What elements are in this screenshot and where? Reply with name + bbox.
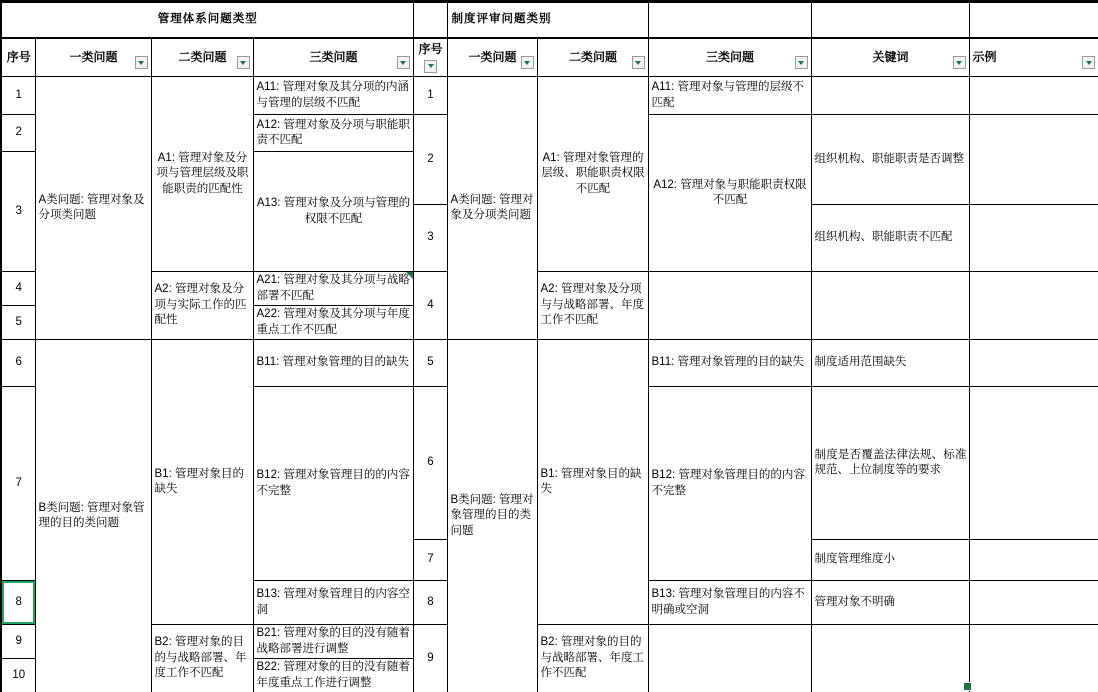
header-rv-cat1[interactable] [447, 38, 537, 77]
cell-ms-seq-6[interactable]: 6 [1, 340, 35, 387]
cell-rv-cat3-b2-empty[interactable] [648, 625, 811, 692]
cell-ms-seq-5[interactable]: 5 [1, 306, 35, 340]
left-table-title[interactable]: 管理体系问题类型 [1, 2, 413, 38]
cell-ms-cat2-a2[interactable]: A2: 管理对象及分项与实际工作的匹配性 [151, 272, 253, 340]
cell-rv-keyword-9[interactable] [811, 625, 969, 692]
header-rv-keyword[interactable] [811, 38, 969, 77]
cell-rv-cat2-b1[interactable]: B1: 管理对象目的缺失 [537, 340, 648, 625]
cell-ms-seq-7[interactable]: 7 [1, 387, 35, 581]
cell-ms-cat3-b11[interactable]: B11: 管理对象管理的目的缺失 [253, 340, 413, 387]
cell-rv-keyword-7[interactable]: 制度管理维度小 [811, 540, 969, 581]
filter-button[interactable] [135, 56, 148, 69]
cell-ms-cat3-b12[interactable]: B12: 管理对象管理目的的内容不完整 [253, 387, 413, 581]
header-rv-cat2-label: 二类问题 [568, 49, 617, 64]
cell-ms-seq-8-selected[interactable]: 8 [1, 581, 35, 625]
cell-ms-cat3-a21[interactable] [253, 272, 413, 306]
filter-button[interactable] [424, 60, 437, 73]
cell-rv-seq-9[interactable]: 9 [413, 625, 447, 692]
filter-button[interactable] [632, 56, 645, 69]
cell-ms-cat2-b1[interactable]: B1: 管理对象目的缺失 [151, 340, 253, 625]
filter-arrow-icon [240, 61, 246, 65]
header-rv-cat3-label: 三类问题 [705, 49, 754, 64]
cell-rv-keyword-8[interactable]: 管理对象不明确 [811, 581, 969, 625]
cell-ms-seq-3[interactable]: 3 [1, 152, 35, 272]
selection-fill-handle[interactable] [963, 682, 972, 691]
cell-rv-seq-4[interactable]: 4 [413, 272, 447, 340]
title-empty-cat3[interactable] [648, 2, 811, 38]
cell-rv-cat1-b[interactable]: B类问题: 管理对象管理的目的类问题 [447, 340, 537, 692]
cell-rv-example-6[interactable] [969, 387, 1098, 540]
cell-rv-cat3-a11[interactable]: A11: 管理对象与管理的层级不匹配 [648, 77, 811, 115]
cell-rv-cat2-b2[interactable]: B2: 管理对象的目的与战略部署、年度工作不匹配 [537, 625, 648, 692]
cell-rv-seq-8[interactable]: 8 [413, 581, 447, 625]
cell-rv-example-3[interactable] [969, 205, 1098, 272]
cell-ms-seq-10[interactable]: 10 [1, 659, 35, 692]
cell-rv-example-1[interactable] [969, 77, 1098, 115]
header-ms-cat3[interactable] [253, 38, 413, 77]
filter-arrow-icon [1086, 61, 1092, 65]
cell-rv-seq-2[interactable]: 2 [413, 115, 447, 205]
cell-ms-cat3-a22[interactable]: A22: 管理对象及其分项与年度重点工作不匹配 [253, 306, 413, 340]
cell-rv-seq-3[interactable]: 3 [413, 205, 447, 272]
header-ms-cat2[interactable] [151, 38, 253, 77]
header-rv-cat3[interactable] [648, 38, 811, 77]
cell-rv-cat3-a2-empty[interactable] [648, 272, 811, 340]
cell-ms-cat3-a13[interactable]: A13: 管理对象及分项与管理的权限不匹配 [253, 152, 413, 272]
filter-arrow-icon [524, 61, 530, 65]
cell-rv-keyword-2[interactable]: 组织机构、职能职责是否调整 [811, 115, 969, 205]
title-empty-keyword[interactable] [811, 2, 969, 38]
filter-arrow-icon [956, 61, 962, 65]
cell-rv-keyword-4[interactable] [811, 272, 969, 340]
cell-rv-cat2-a1[interactable]: A1: 管理对象管理的层级、职能职责权限不匹配 [537, 77, 648, 272]
cell-rv-seq-7[interactable]: 7 [413, 540, 447, 581]
cell-rv-cat1-a[interactable]: A类问题: 管理对象及分项类问题 [447, 77, 537, 340]
cell-ms-cat2-a1[interactable]: A1: 管理对象及分项与管理层级及职能职责的匹配性 [151, 77, 253, 272]
cell-rv-seq-6[interactable]: 6 [413, 387, 447, 540]
header-rv-seq[interactable] [413, 38, 447, 77]
cell-rv-keyword-5[interactable]: 制度适用范围缺失 [811, 340, 969, 387]
cell-flag-icon [406, 272, 413, 279]
cell-rv-example-7[interactable] [969, 540, 1098, 581]
title-spacer-cell[interactable] [413, 2, 447, 38]
cell-rv-example-5[interactable] [969, 340, 1098, 387]
header-rv-cat2[interactable] [537, 38, 648, 77]
header-ms-cat3-label: 三类问题 [309, 49, 358, 64]
cell-ms-cat3-b22[interactable]: B22: 管理对象的目的没有随着年度重点工作进行调整 [253, 659, 413, 692]
cell-rv-example-2[interactable] [969, 115, 1098, 205]
cell-rv-example-4[interactable] [969, 272, 1098, 340]
header-ms-cat1-label: 一类问题 [69, 49, 118, 64]
header-rv-example-label: 示例 [972, 49, 997, 64]
header-rv-example[interactable] [969, 38, 1098, 77]
filter-arrow-icon [400, 61, 406, 65]
filter-button[interactable] [397, 56, 410, 69]
filter-button[interactable] [237, 56, 250, 69]
cell-rv-cat3-b12[interactable]: B12: 管理对象管理目的的内容不完整 [648, 387, 811, 581]
cell-ms-cat3-a12[interactable]: A12: 管理对象及分项与职能职责不匹配 [253, 115, 413, 152]
header-ms-cat2-label: 二类问题 [178, 49, 227, 64]
cell-rv-keyword-3[interactable]: 组织机构、职能职责不匹配 [811, 205, 969, 272]
cell-rv-cat3-b11[interactable]: B11: 管理对象管理的目的缺失 [648, 340, 811, 387]
cell-ms-seq-1[interactable]: 1 [1, 77, 35, 115]
title-empty-example[interactable] [969, 2, 1098, 38]
filter-button[interactable] [1082, 56, 1095, 69]
cell-rv-seq-1[interactable]: 1 [413, 77, 447, 115]
header-rv-keyword-label: 关键词 [872, 49, 909, 64]
cell-ms-cat3-b13[interactable]: B13: 管理对象管理目的内容空洞 [253, 581, 413, 625]
header-ms-seq[interactable]: 序号 [1, 38, 35, 77]
cell-rv-cat3-b13[interactable]: B13: 管理对象管理目的内容不明确或空洞 [648, 581, 811, 625]
right-table-title[interactable]: 制度评审问题类别 [447, 2, 648, 38]
filter-arrow-icon [428, 64, 434, 68]
header-rv-seq-label: 序号 [418, 42, 443, 56]
cell-ms-cat2-b2[interactable]: B2: 管理对象的目的与战略部署、年度工作不匹配 [151, 625, 253, 692]
header-ms-cat1[interactable] [35, 38, 151, 77]
cell-rv-cat3-a12[interactable]: A12: 管理对象与职能职责权限不匹配 [648, 115, 811, 272]
cell-ms-cat3-a11[interactable]: A11: 管理对象及其分项的内涵与管理的层级不匹配 [253, 77, 413, 115]
filter-arrow-icon [635, 61, 641, 65]
cell-ms-cat3-a21-text: A21: 管理对象及其分项与战略部署不匹配 [256, 274, 410, 302]
filter-button[interactable] [795, 56, 808, 69]
header-rv-cat1-label: 一类问题 [468, 49, 517, 64]
filter-arrow-icon [138, 61, 144, 65]
cell-rv-example-9[interactable] [969, 625, 1098, 692]
cell-ms-seq-2[interactable]: 2 [1, 115, 35, 152]
cell-rv-cat2-a2[interactable]: A2: 管理对象及分项与与战略部署、年度工作不匹配 [537, 272, 648, 340]
filter-button[interactable] [953, 56, 966, 69]
cell-ms-seq-9[interactable]: 9 [1, 625, 35, 659]
cell-ms-seq-4[interactable]: 4 [1, 272, 35, 306]
cell-rv-keyword-1[interactable] [811, 77, 969, 115]
cell-rv-keyword-6[interactable]: 制度是否覆盖法律法规、标准规范、上位制度等的要求 [811, 387, 969, 540]
filter-button[interactable] [521, 56, 534, 69]
cell-ms-cat1-a[interactable]: A类问题: 管理对象及分项类问题 [35, 77, 151, 340]
cell-ms-cat1-b[interactable]: B类问题: 管理对象管理的目的类问题 [35, 340, 151, 692]
cell-rv-example-8[interactable] [969, 581, 1098, 625]
cell-ms-cat3-b21[interactable]: B21: 管理对象的目的没有随着战略部署进行调整 [253, 625, 413, 659]
cell-rv-seq-5[interactable]: 5 [413, 340, 447, 387]
filter-arrow-icon [798, 61, 804, 65]
